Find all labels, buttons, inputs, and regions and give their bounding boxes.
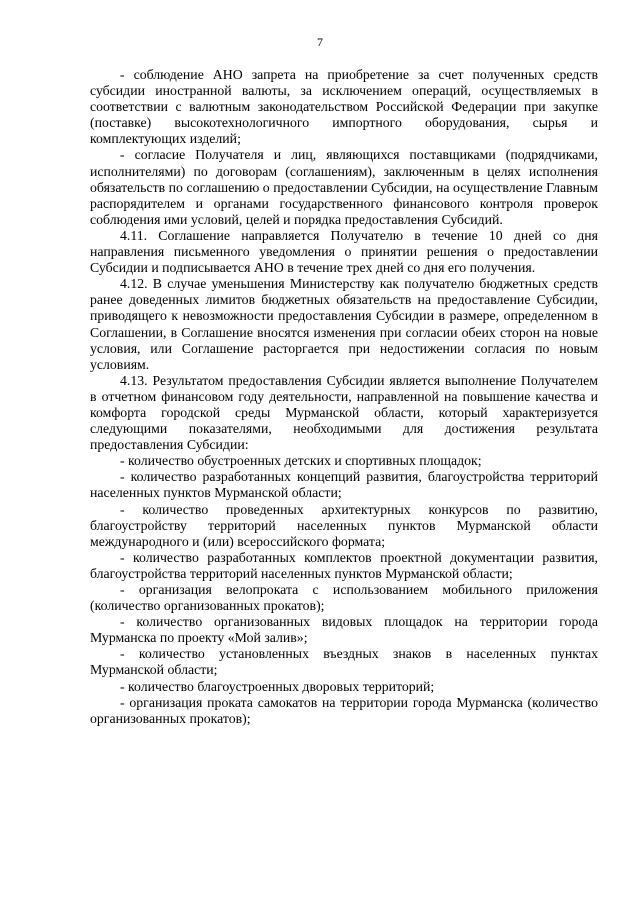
paragraph-currency-ban: - соблюдение АНО запрета на приобретение за счет полученных средств субсидии иностранной валюты, за исключением операций, осуществляемых в соответствии с валютным законодательством Российской Федерации при закупке (поставке) высокотехнологичного импортного оборудования, сырья и комплектующих изделий; (90, 67, 598, 147)
paragraph-4-12: 4.12. В случае уменьшения Министерству как получателю бюджетных средств ранее доведенных лимитов бюджетных обязательств на предоставление Субсидии, приводящего к невозможности предоставления Субсидии в размере, определенном в Соглашении, в Соглашение вносятся изменения при согласии обеих сторон на новые условия, или Соглашение расторгается при недостижении согласия по новым условиям. (90, 276, 598, 372)
indicator-viewpoints: - количество организованных видовых площадок на территории города Мурманска по проекту «Мой залив»; (90, 614, 598, 646)
page-number: 7 (317, 35, 323, 49)
paragraph-audit-consent: - согласие Получателя и лиц, являющихся поставщиками (подрядчиками, исполнителями) по договорам (соглашениям), заключенным в целях исполнения обязательств по соглашению о предоставлении Субсидии, на осуществление Главным распорядителем и органами государственного финансового контроля проверок соблюдения ими условий, целей и порядка предоставления Субсидий. (90, 147, 598, 227)
paragraph-4-11: 4.11. Соглашение направляется Получателю в течение 10 дней со дня направления письменного уведомления о принятии решения о предоставлении Субсидии и подписывается АНО в течение трех дней со дня его получения. (90, 227, 598, 276)
indicator-entry-signs: - количество установленных въездных знаков в населенных пунктах Мурманской области; (90, 646, 598, 678)
indicator-design-docs: - количество разработанных комплектов проектной документации развития, благоустройства территорий населенных пунктов Мурманской области; (90, 549, 598, 581)
indicator-playgrounds: - количество обустроенных детских и спортивных площадок; (120, 453, 482, 469)
indicator-bike-rental: - организация велопроката с использованием мобильного приложения (количество организованных прокатов); (90, 582, 598, 614)
document-body (90, 67, 598, 727)
paragraph-4-13: 4.13. Результатом предоставления Субсидии является выполнение Получателем в отчетном финансовом году деятельности, направленной на повышение качества и комфорта городской среды Мурманской области, который характеризуется следующими показателями, необходимыми для достижения результата предоставления Субсидии: (90, 372, 598, 453)
indicator-contests: - количество проведенных архитектурных конкурсов по развитию, благоустройству территорий населенных пунктов Мурманской области международного и (или) всероссийского формата; (90, 501, 598, 549)
indicator-scooter-rental: - организация проката самокатов на территории города Мурманска (количество организованных прокатов); (90, 694, 598, 726)
indicator-concepts: - количество разработанных концепций развития, благоустройства территорий населенных пунктов Мурманской области; (90, 469, 598, 501)
indicator-courtyards: - количество благоустроенных дворовых территорий; (120, 678, 435, 694)
